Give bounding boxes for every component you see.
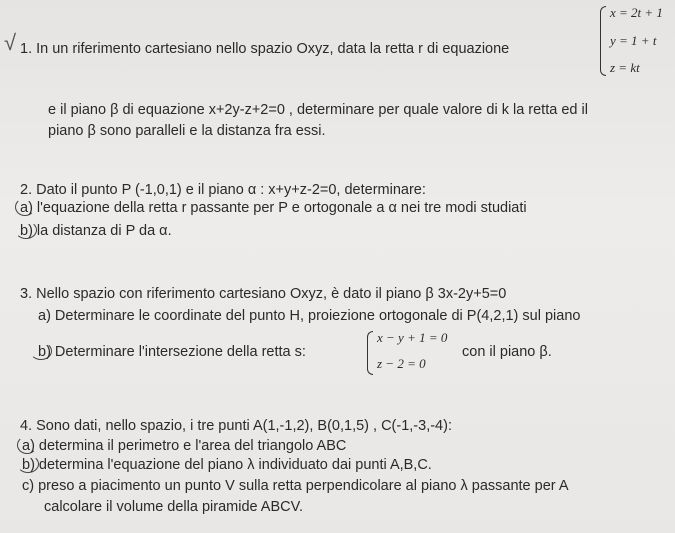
problem-4-c2: calcolare il volume della piramide ABCV. (44, 499, 303, 515)
problem-2-a: a) l'equazione della retta r passante per P e ortogonale a α nei tre modi studiati (20, 200, 527, 216)
problem-3-b: b) Determinare l'intersezione della retta s: (38, 344, 306, 360)
problem-1-line2: e il piano β di equazione x+2y-z+2=0 , determinare per quale valore di k la retta ed il (48, 102, 588, 118)
problem-1-line3: piano β sono paralleli e la distanza fra essi. (48, 123, 326, 139)
check-mark-icon: √ (4, 30, 17, 55)
problem-4-a: a) determina il perimetro e l'area del triangolo ABC (22, 438, 347, 454)
problem-3-b-end: con il piano β. (462, 344, 552, 360)
problem-1-intro: 1. In un riferimento cartesiano nello spazio Oxyz, data la retta r di equazione (20, 41, 510, 57)
problem-2-intro: 2. Dato il punto P (-1,0,1) e il piano α : x+y+z-2=0, determinare: (20, 182, 426, 198)
problem-3-a: a) Determinare le coordinate del punto H, proiezione ortogonale di P(4,2,1) sul piano (38, 308, 581, 324)
problem-4-c1: c) preso a piacimento un punto V sulla retta perpendicolare al piano λ passante per A (22, 478, 569, 494)
problem-2-b: b) la distanza di P da α. (20, 223, 172, 239)
system-1-eq3: z = kt (610, 60, 640, 75)
system-brace-1 (600, 6, 606, 76)
problem-4-b: b) determina l'equazione del piano λ individuato dai punti A,B,C. (22, 457, 432, 473)
system-2-eq2: z − 2 = 0 (377, 356, 426, 371)
system-1-eq1: x = 2t + 1 (610, 5, 663, 20)
system-1-eq2: y = 1 + t (610, 33, 657, 48)
problem-4-intro: 4. Sono dati, nello spazio, i tre punti A(1,-1,2), B(0,1,5) , C(-1,-3,-4): (20, 418, 452, 434)
system-2-eq1: x − y + 1 = 0 (377, 330, 448, 345)
problem-3-intro: 3. Nello spazio con riferimento cartesiano Oxyz, è dato il piano β 3x-2y+5=0 (20, 286, 507, 302)
system-brace-2 (367, 331, 373, 375)
